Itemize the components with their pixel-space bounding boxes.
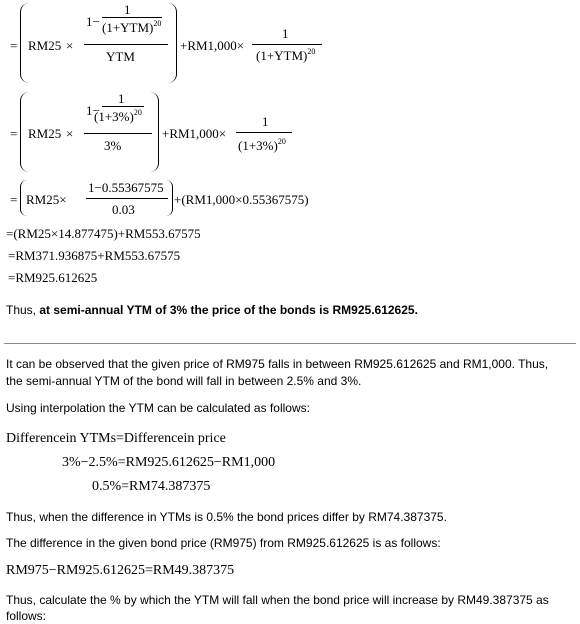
face-value-term: +RM1,000× <box>162 126 227 141</box>
equals-sign: = <box>10 38 18 53</box>
main-fraction-bar <box>84 44 168 45</box>
paragraph-difference: Thus, when the difference in YTMs is 0.5% the bond prices differ by RM74.387375. <box>6 510 447 524</box>
face-value-term: +RM1,000× <box>180 38 245 53</box>
interpolation-line-3: 0.5%=RM74.387375 <box>92 479 211 494</box>
main-fraction-bar <box>84 133 152 134</box>
fraction-bar <box>86 198 168 199</box>
equals-sign: = <box>10 126 18 141</box>
inner-numerator: 1 <box>118 91 125 106</box>
pv-numerator: 1 <box>282 26 289 41</box>
equals-sign: = <box>10 192 18 207</box>
given-price-equation: RM975−RM925.612625=RM49.387375 <box>6 563 235 578</box>
one-minus: 1− <box>86 103 100 118</box>
one-minus: 1− <box>86 14 100 29</box>
rate-denominator: 3% <box>104 138 122 153</box>
face-value-term: +(RM1,000×0.55367575) <box>174 192 309 207</box>
interpolation-line-2: 3%−2.5%=RM925.612625−RM1,000 <box>62 455 276 470</box>
right-paren <box>168 3 177 83</box>
ytm-denominator: YTM <box>106 49 135 64</box>
paragraph-observed-line-2: the semi-annual YTM of the bond will fall in between 2.5% and 3%. <box>6 374 362 388</box>
inner-fraction-bar <box>102 17 162 18</box>
step-line-1: =(RM25×14.877475)+RM553.67575 <box>6 226 201 241</box>
pv-denominator: $(1+YTM)^{20}$ <box>256 47 316 63</box>
conclusion-text: Thus, at semi-annual YTM of 3% the price of the bonds is RM925.612625. <box>6 303 418 317</box>
right-paren <box>166 180 173 216</box>
right-paren <box>150 92 159 172</box>
compound-term: $(1+YTM)^{20}$ <box>102 19 162 35</box>
inner-fraction-bar <box>102 106 144 107</box>
paragraph-interpolation: Using interpolation the YTM can be calculated as follows: <box>6 401 310 415</box>
pv-fraction-bar <box>236 132 292 133</box>
paragraph-observed-line-1: It can be observed that the given price of RM975 falls in between RM925.612625 and RM1,000. Thus, <box>6 357 549 371</box>
paragraph-calculate-line-1: Thus, calculate the % by which the YTM will fall when the bond price will increase by RM49.387375 as <box>6 593 549 607</box>
coupon-amount: RM25 <box>28 38 62 53</box>
times-sign: × <box>66 38 74 53</box>
pv-numerator: 1 <box>262 114 269 129</box>
paragraph-given-price: The difference in the given bond price (RM975) from RM925.612625 is as follows: <box>6 536 441 550</box>
fraction-denominator: 0.03 <box>112 202 135 217</box>
paragraph-calculate-line-2: follows: <box>6 609 47 623</box>
coupon-amount: RM25× <box>26 192 67 207</box>
coupon-amount: RM25 <box>28 126 62 141</box>
pv-denominator: $(1+3\%)^{20}$ <box>238 137 286 153</box>
times-sign: × <box>66 126 74 141</box>
compound-term: $(1+3\%)^{20}$ <box>94 108 142 124</box>
inner-numerator: 1 <box>124 2 131 17</box>
fraction-numerator: 1−0.55367575 <box>88 180 164 195</box>
interpolation-line-1: Differencein YTMs=Differencein price <box>6 431 226 446</box>
section-divider <box>4 343 576 344</box>
step-line-2: =RM371.936875+RM553.67575 <box>8 248 181 263</box>
pv-fraction-bar <box>252 44 322 45</box>
step-line-3: =RM925.612625 <box>8 270 98 285</box>
